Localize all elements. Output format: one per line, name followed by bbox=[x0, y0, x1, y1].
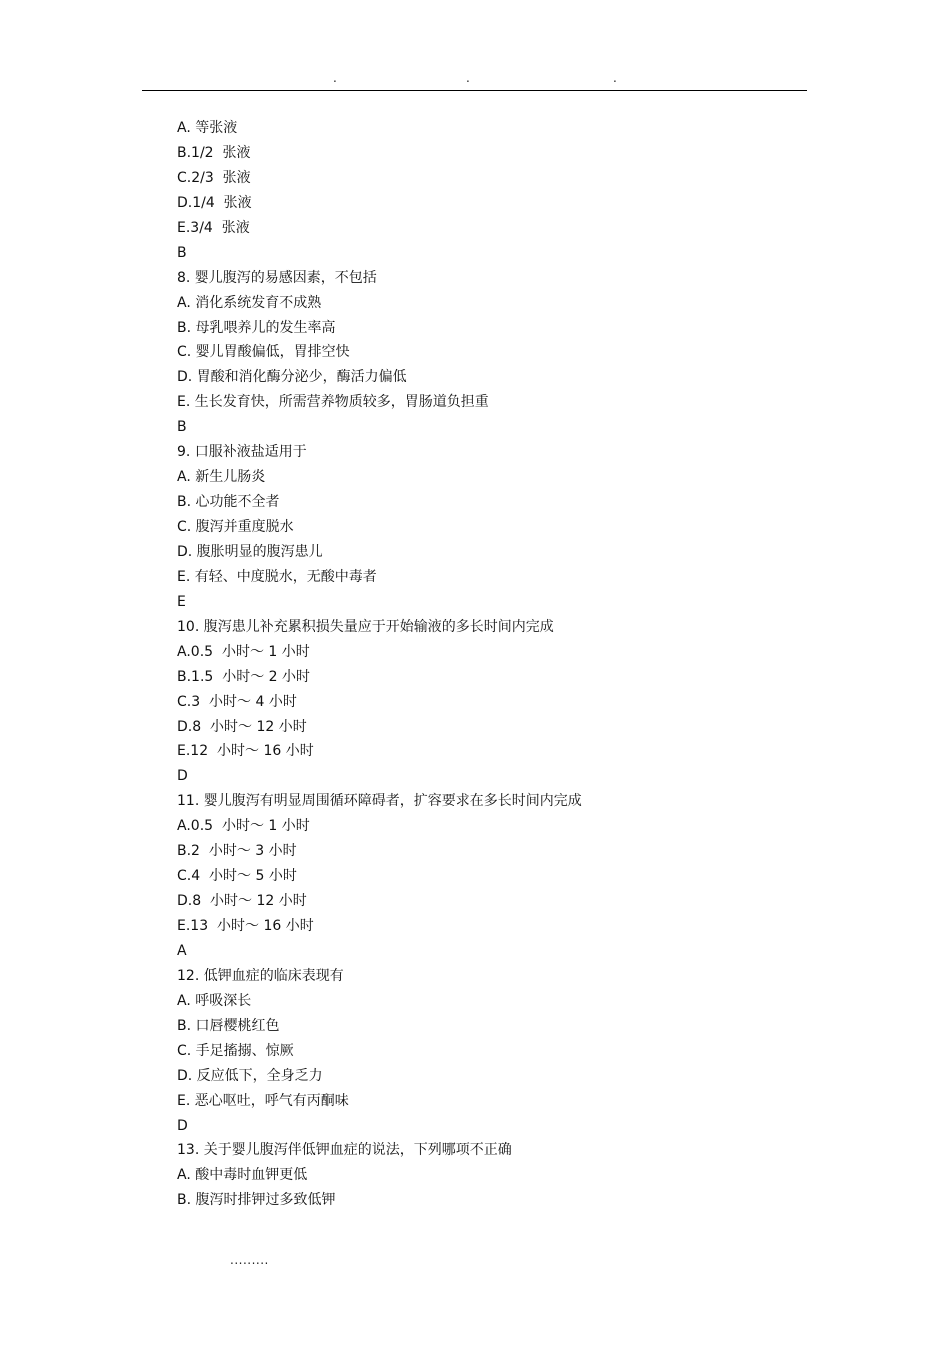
text-line: D bbox=[177, 1117, 188, 1134]
text-line: E.13 小时～ 16 小时 bbox=[177, 918, 314, 934]
text-line: B.1/2 张液 bbox=[177, 144, 251, 161]
text-line: E. 生长发育快，所需营养物质较多，胃肠道负担重 bbox=[177, 394, 489, 411]
text-line: B. 母乳喂养儿的发生率高 bbox=[177, 319, 336, 336]
header-dot: . bbox=[333, 71, 337, 85]
text-line: C.4 小时～ 5 小时 bbox=[177, 868, 297, 885]
header-dot: . bbox=[613, 71, 617, 85]
text-line: 10. 腹泻患儿补充累积损失量应于开始输液的多长时间内完成 bbox=[177, 618, 554, 635]
text-line: B bbox=[177, 244, 187, 261]
header-dot: . bbox=[466, 71, 470, 85]
header-rule bbox=[142, 90, 807, 91]
text-line: A. 消化系统发育不成熟 bbox=[177, 294, 322, 311]
text-line: 13. 关于婴儿腹泻伴低钾血症的说法，下列哪项不正确 bbox=[177, 1142, 512, 1159]
text-line: 9. 口服补液盐适用于 bbox=[177, 444, 307, 461]
text-line: A. 呼吸深长 bbox=[177, 992, 252, 1009]
text-line: C. 婴儿胃酸偏低，胃排空快 bbox=[177, 344, 350, 361]
text-line: E.12 小时～ 16 小时 bbox=[177, 743, 314, 760]
text-line: E bbox=[177, 593, 186, 610]
text-line: B bbox=[177, 419, 187, 436]
text-line: E. 有轻、中度脱水，无酸中毒者 bbox=[177, 568, 377, 585]
text-line: A.0.5 小时～ 1 小时 bbox=[177, 818, 310, 835]
text-line: C. 手足搐搦、惊厥 bbox=[177, 1042, 294, 1059]
text-line: C.3 小时～ 4 小时 bbox=[177, 693, 297, 710]
text-line: A.0.5 小时～ 1 小时 bbox=[177, 643, 310, 660]
text-line: C. 腹泻并重度脱水 bbox=[177, 519, 294, 535]
text-line: E. 恶心呕吐，呼气有丙酮味 bbox=[177, 1092, 349, 1109]
page-header-dots bbox=[0, 70, 950, 86]
page-footer-dots: ......... bbox=[230, 1253, 269, 1267]
text-line: A bbox=[177, 942, 187, 959]
text-line: B. 口唇樱桃红色 bbox=[177, 1017, 280, 1034]
text-line: D. 胃酸和消化酶分泌少，酶活力偏低 bbox=[177, 369, 407, 386]
text-line: 11. 婴儿腹泻有明显周围循环障碍者，扩容要求在多长时间内完成 bbox=[177, 793, 582, 810]
text-line: C.2/3 张液 bbox=[177, 169, 251, 186]
text-line: D. 反应低下，全身乏力 bbox=[177, 1067, 323, 1084]
text-line: D bbox=[177, 768, 188, 785]
text-line: B.2 小时～ 3 小时 bbox=[177, 843, 297, 860]
text-line: B. 心功能不全者 bbox=[177, 494, 280, 511]
text-line: D.8 小时～ 12 小时 bbox=[177, 893, 307, 910]
text-line: A. 新生儿肠炎 bbox=[177, 469, 266, 486]
text-line: D.8 小时～ 12 小时 bbox=[177, 718, 307, 735]
text-line: E.3/4 张液 bbox=[177, 219, 250, 236]
text-line: 12. 低钾血症的临床表现有 bbox=[177, 967, 344, 984]
text-line: A. 等张液 bbox=[177, 120, 238, 136]
text-line: A. 酸中毒时血钾更低 bbox=[177, 1167, 308, 1184]
text-line: B. 腹泻时排钾过多致低钾 bbox=[177, 1192, 336, 1209]
text-line: D. 腹胀明显的腹泻患儿 bbox=[177, 543, 323, 560]
text-line: B.1.5 小时～ 2 小时 bbox=[177, 668, 311, 685]
text-line: 8. 婴儿腹泻的易感因素，不包括 bbox=[177, 269, 377, 286]
text-line: D.1/4 张液 bbox=[177, 194, 252, 211]
document-body bbox=[177, 116, 807, 1213]
